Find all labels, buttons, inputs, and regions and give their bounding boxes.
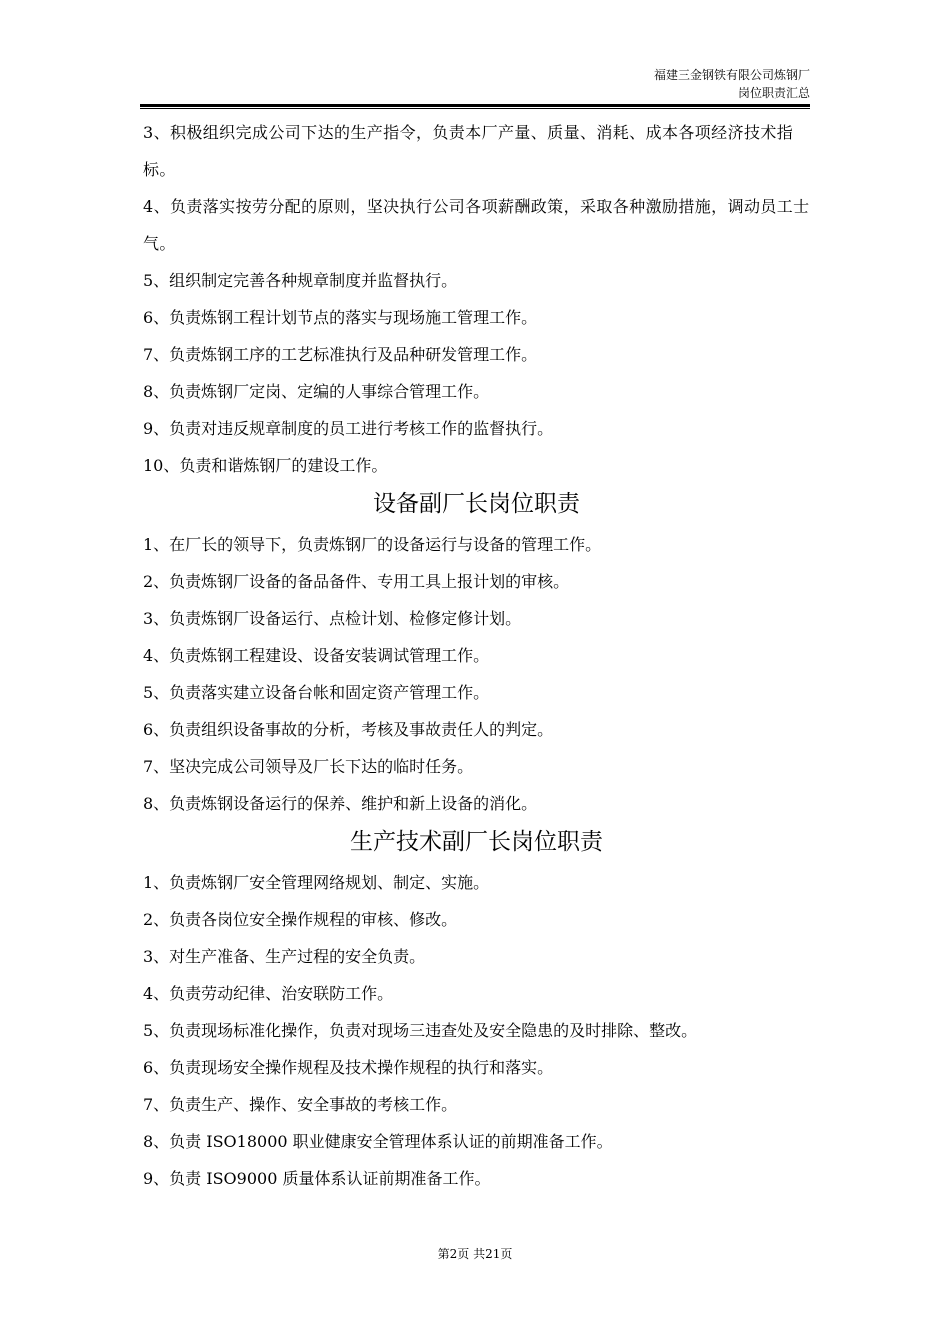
list-item: 4、负责落实按劳分配的原则，坚决执行公司各项薪酬政策，采取各种激励措施，调动员工士气。 <box>143 197 810 253</box>
list-item: 4、负责炼钢工程建设、设备安装调试管理工作。 <box>143 646 490 665</box>
header-doc-title: 岗位职责汇总 <box>737 86 810 100</box>
list-item: 1、负责炼钢厂安全管理网络规划、制定、实施。 <box>143 873 490 892</box>
document-body <box>143 114 810 1197</box>
list-item: 8、负责 ISO18000 职业健康安全管理体系认证的前期准备工作。 <box>143 1132 613 1151</box>
list-item: 6、负责现场安全操作规程及技术操作规程的执行和落实。 <box>143 1058 554 1077</box>
list-item: 3、对生产准备、生产过程的安全负责。 <box>143 947 426 966</box>
header-rule-thin <box>140 108 810 109</box>
list-item: 2、负责炼钢厂设备的备品备件、专用工具上报计划的审核。 <box>143 572 570 591</box>
list-item: 3、积极组织完成公司下达的生产指令，负责本厂产量、质量、消耗、成本各项经济技术指标。 <box>143 123 794 179</box>
list-item: 5、负责落实建立设备台帐和固定资产管理工作。 <box>143 683 490 702</box>
header-company: 福建三金钢铁有限公司炼钢厂 <box>653 68 810 82</box>
list-item: 7、负责炼钢工序的工艺标准执行及品种研发管理工作。 <box>143 345 538 364</box>
list-item: 9、负责 ISO9000 质量体系认证前期准备工作。 <box>143 1169 491 1188</box>
list-item: 8、负责炼钢厂定岗、定编的人事综合管理工作。 <box>143 382 490 401</box>
list-item: 5、组织制定完善各种规章制度并监督执行。 <box>143 271 458 290</box>
list-item: 6、负责炼钢工程计划节点的落实与现场施工管理工作。 <box>143 308 538 327</box>
list-item: 5、负责现场标准化操作，负责对现场三违查处及安全隐患的及时排除、整改。 <box>143 1021 698 1040</box>
section-title-equipment: 设备副厂长岗位职责 <box>373 491 580 517</box>
list-item: 1、在厂长的领导下，负责炼钢厂的设备运行与设备的管理工作。 <box>143 535 602 554</box>
list-item: 7、坚决完成公司领导及厂长下达的临时任务。 <box>143 757 474 776</box>
header-rule <box>140 104 810 107</box>
list-item: 7、负责生产、操作、安全事故的考核工作。 <box>143 1095 458 1114</box>
section-title-production: 生产技术副厂长岗位职责 <box>350 829 603 855</box>
list-item: 3、负责炼钢厂设备运行、点检计划、检修定修计划。 <box>143 609 522 628</box>
list-item: 9、负责对违反规章制度的员工进行考核工作的监督执行。 <box>143 419 554 438</box>
list-item: 4、负责劳动纪律、治安联防工作。 <box>143 984 394 1003</box>
list-item: 10、负责和谐炼钢厂的建设工作。 <box>143 456 388 475</box>
page-footer: 第2页 共21页 <box>437 1247 513 1261</box>
page-header <box>140 66 810 102</box>
list-item: 6、负责组织设备事故的分析，考核及事故责任人的判定。 <box>143 720 554 739</box>
list-item: 8、负责炼钢设备运行的保养、维护和新上设备的消化。 <box>143 794 538 813</box>
list-item: 2、负责各岗位安全操作规程的审核、修改。 <box>143 910 458 929</box>
